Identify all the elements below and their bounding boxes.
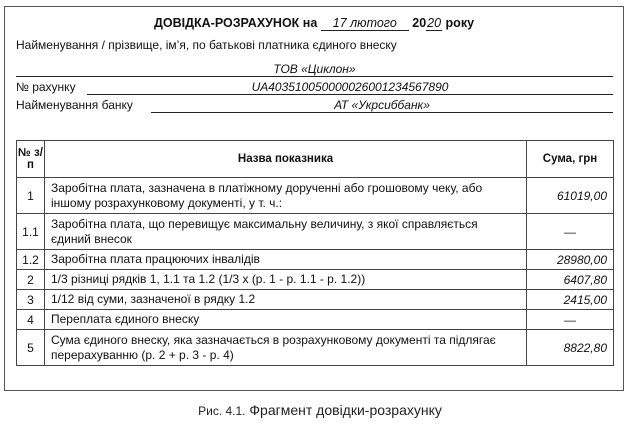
row-name: Сума єдиного внеску, яка зазначається в розрахунковому документі та підлягає перерахуванню (р. 2 + р. 3 - р. 4) bbox=[45, 330, 527, 366]
row-value: — bbox=[527, 214, 614, 250]
row-value: — bbox=[527, 310, 614, 330]
payment-certificate-form bbox=[4, 6, 624, 391]
header-sum: Сума, грн bbox=[527, 141, 614, 178]
row-num: 1.2 bbox=[17, 250, 45, 270]
row-name: 1/3 різниці рядків 1, 1.1 та 1.2 (1/3 х (р. 1 - р. 1.1 - р. 1.2)) bbox=[45, 270, 527, 290]
row-name: Заробітна плата працюючих інвалідів bbox=[45, 250, 527, 270]
row-value: 28980,00 bbox=[527, 250, 614, 270]
table-row bbox=[17, 330, 614, 366]
row-num: 1.1 bbox=[17, 214, 45, 250]
row-num: 5 bbox=[17, 330, 45, 366]
table-row bbox=[17, 178, 614, 214]
title-date: 17 лютого bbox=[321, 17, 409, 31]
title-suffix: року bbox=[445, 16, 475, 30]
row-num: 1 bbox=[17, 178, 45, 214]
title-prefix: ДОВІДКА-РОЗРАХУНОК на bbox=[153, 16, 318, 30]
row-num: 2 bbox=[17, 270, 45, 290]
caption-text: Фрагмент довідки-розрахунку bbox=[249, 402, 442, 418]
document-title bbox=[5, 16, 623, 31]
bank-value: АТ «Укрсиббанк» bbox=[151, 98, 613, 113]
row-num: 3 bbox=[17, 290, 45, 310]
calculation-table bbox=[16, 140, 614, 366]
caption-prefix: Рис. 4.1. bbox=[198, 404, 246, 418]
row-value: 6407,80 bbox=[527, 270, 614, 290]
account-label: № рахунку bbox=[16, 80, 76, 94]
table-row bbox=[17, 214, 614, 250]
row-name: Переплата єдиного внеску bbox=[45, 310, 527, 330]
row-name: Заробітна плата, зазначена в платіжному дорученні або грошовому чеку, або іншому розрахунковому документі, у т. ч.: bbox=[45, 178, 527, 214]
table-row bbox=[17, 290, 614, 310]
table-row bbox=[17, 310, 614, 330]
row-value: 8822,80 bbox=[527, 330, 614, 366]
payer-label: Найменування / прізвище, ім’я, по батькові платника єдиного внеску bbox=[16, 38, 397, 52]
title-year-start: 20 bbox=[412, 16, 427, 30]
row-num: 4 bbox=[17, 310, 45, 330]
account-value: UA403510050000026001234567890 bbox=[87, 80, 613, 95]
table-row bbox=[17, 250, 614, 270]
payer-value: ТОВ «Циклон» bbox=[16, 62, 613, 77]
table-header-row bbox=[17, 141, 614, 178]
title-year-end: 20 bbox=[427, 16, 442, 30]
header-num: № з/п bbox=[17, 141, 45, 178]
header-name: Назва показника bbox=[45, 141, 527, 178]
row-name: 1/12 від суми, зазначеної в рядку 1.2 bbox=[45, 290, 527, 310]
figure-caption bbox=[0, 402, 640, 418]
table-row bbox=[17, 270, 614, 290]
row-name: Заробітна плата, що перевищує максимальну величину, з якої справляється єдиний внесок bbox=[45, 214, 527, 250]
bank-label: Найменування банку bbox=[16, 98, 133, 112]
row-value: 61019,00 bbox=[527, 178, 614, 214]
row-value: 2415,00 bbox=[527, 290, 614, 310]
